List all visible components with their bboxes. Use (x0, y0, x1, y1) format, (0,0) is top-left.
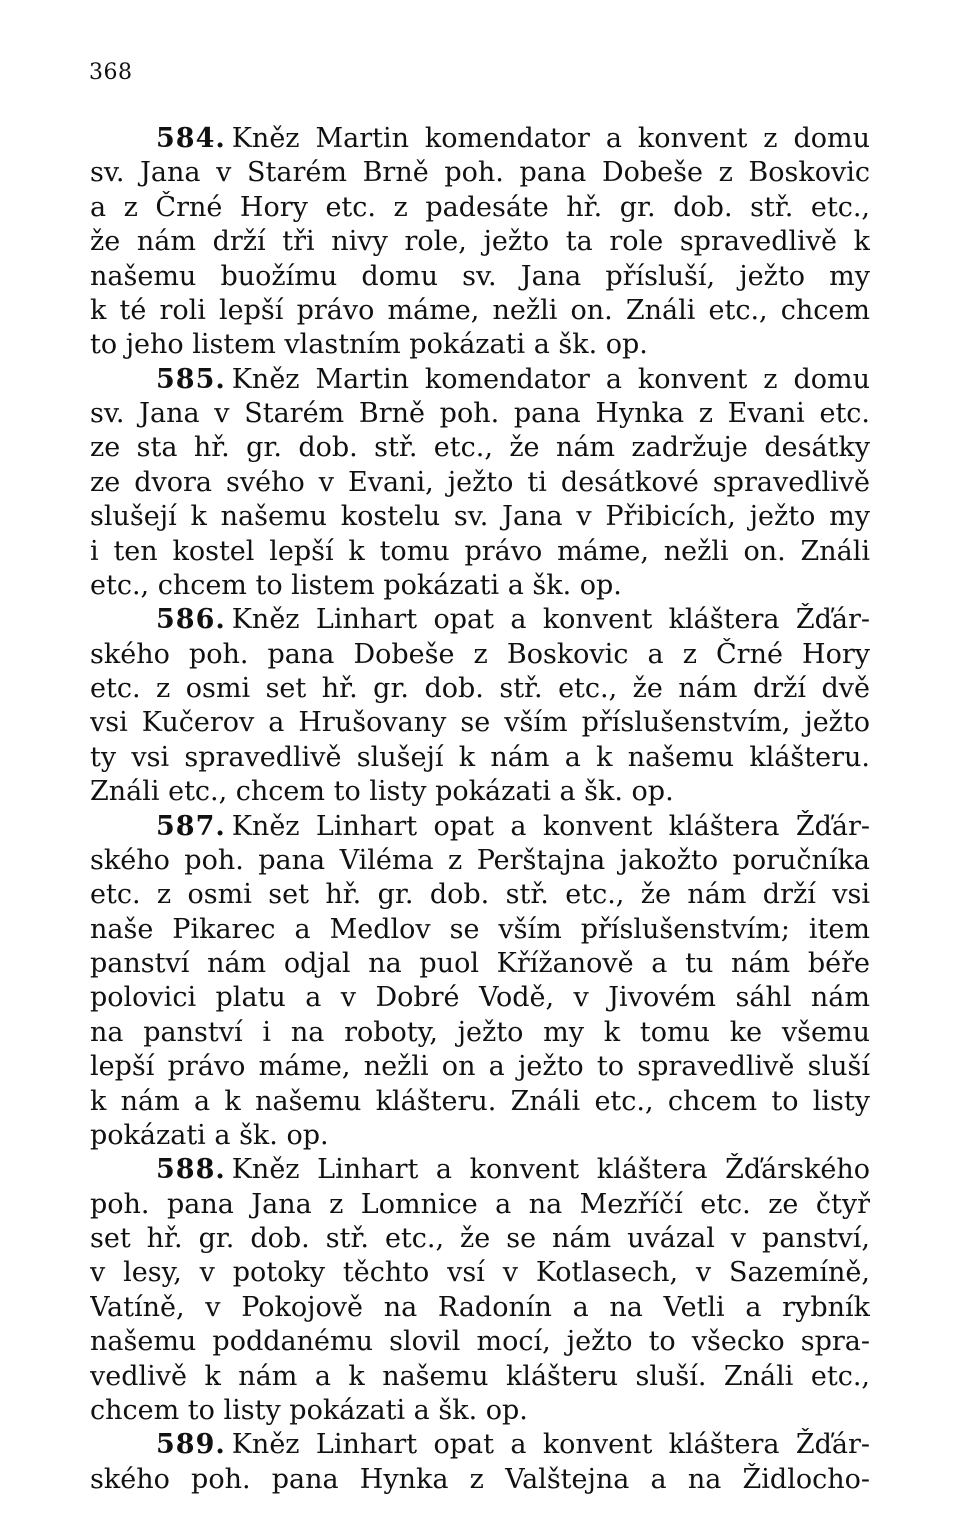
text-line: etc., chcem to listem pokázati a šk. op. (90, 569, 622, 601)
text-line: ského poh. pana Hynka z Valštejna a na Židlocho- (90, 1463, 870, 1495)
text-line: to jeho listem vlastním pokázati a šk. op. (90, 329, 648, 361)
entry-text: Kněz Linhart opat a konvent kláštera Žďár- (231, 810, 870, 842)
text-line: slušejí k našemu kostelu sv. Jana v Přibicích, ježto my (90, 501, 870, 533)
text-line: etc. z osmi set hř. gr. dob. stř. etc., že nám drží dvě (90, 673, 870, 704)
text-line: v lesy, v potoky těchto vsí v Kotlasech, v Sazemíně, (90, 1257, 870, 1289)
text-line: našemu buožímu domu sv. Jana přísluší, ježto my (90, 260, 870, 292)
entry-text: Kněz Martin komendator a konvent z domu (231, 363, 870, 395)
text-line: ze sta hř. gr. dob. stř. etc., že nám zadržuje desátky (90, 432, 870, 464)
text-line: ze dvora svého v Evani, ježto ti desátkové spravedlivě (90, 466, 870, 498)
page-number: 368 (89, 60, 133, 85)
text-line: naše Pikarec a Medlov se vším příslušenstvím; item (90, 913, 870, 945)
text-line: sv. Jana v Starém Brně poh. pana Hynka z Evani etc. (90, 398, 870, 429)
entry-first-line (90, 810, 870, 844)
entry-first-line (90, 603, 870, 637)
text-line: ty vsi spravedlivě slušejí k nám a k našemu klášteru. (90, 741, 870, 773)
text-line: vedlivě k nám a k našemu klášteru sluší. Ználi etc., (90, 1360, 870, 1392)
entry-number: 589. (156, 1429, 226, 1461)
entry-number: 588. (156, 1154, 226, 1186)
text-line: lepší právo máme, nežli on a ježto to spravedlivě sluší (90, 1051, 870, 1083)
entry-text: Kněz Linhart opat a konvent kláštera Žďár- (231, 604, 870, 636)
entry-text: Kněz Martin komendator a konvent z domu (231, 123, 870, 154)
text-line: na panství i na roboty, ježto my k tomu ke všemu (90, 1016, 870, 1048)
entry-number: 585. (156, 363, 226, 395)
text-line: pokázati a šk. op. (90, 1119, 329, 1151)
text-line: etc. z osmi set hř. gr. dob. stř. etc., že nám drží vsi (90, 879, 870, 911)
text-line: k té roli lepší právo máme, nežli on. Ználi etc., chcem (90, 294, 870, 326)
entry-first-line (90, 122, 870, 156)
text-line: panství nám odjal na puol Křížanově a tu nám béře (90, 948, 870, 979)
text-line: sv. Jana v Starém Brně poh. pana Dobeše z Boskovic (90, 157, 870, 189)
text-line: ského poh. pana Dobeše z Boskovic a z Črné Hory (90, 638, 870, 670)
text-line: set hř. gr. dob. stř. etc., že se nám uvázal v panství, (90, 1223, 870, 1254)
entry-number: 586. (156, 604, 226, 636)
text-line: chcem to listy pokázati a šk. op. (90, 1394, 528, 1426)
text-line: našemu poddanému slovil mocí, ježto to všecko spra- (90, 1326, 870, 1358)
entry-first-line (90, 1153, 870, 1187)
text-line: poh. pana Jana z Lomnice a na Mezříčí etc. ze čtyř (90, 1188, 870, 1220)
text-line: a z Črné Hory etc. z padesáte hř. gr. dob. stř. etc., (90, 191, 870, 223)
entry-number: 584. (156, 123, 226, 154)
text-line: k nám a k našemu klášteru. Ználi etc., chcem to listy (90, 1085, 870, 1117)
entry-text: Kněz Linhart opat a konvent kláštera Žďár- (231, 1429, 870, 1461)
entry-first-line (90, 1428, 870, 1462)
body-text (90, 122, 870, 1497)
text-line: vsi Kučerov a Hrušovany se vším příslušenstvím, ježto (90, 707, 870, 739)
text-line: Ználi etc., chcem to listy pokázati a šk. op. (90, 776, 674, 808)
entry-text: Kněz Linhart a konvent kláštera Žďárského (231, 1154, 870, 1186)
text-line: polovici platu a v Dobré Vodě, v Jivovém sáhl nám (90, 982, 870, 1014)
text-line: že nám drží tři nivy role, ježto ta role spravedlivě k (90, 226, 870, 258)
entry-number: 587. (156, 810, 226, 842)
entry-first-line (90, 363, 870, 397)
text-line: Vatíně, v Pokojově na Radonín a na Vetli a rybník (90, 1291, 870, 1323)
text-line: ského poh. pana Viléma z Perštajna jakožto poručníka (90, 844, 870, 876)
text-line: i ten kostel lepší k tomu právo máme, nežli on. Ználi (90, 535, 870, 567)
